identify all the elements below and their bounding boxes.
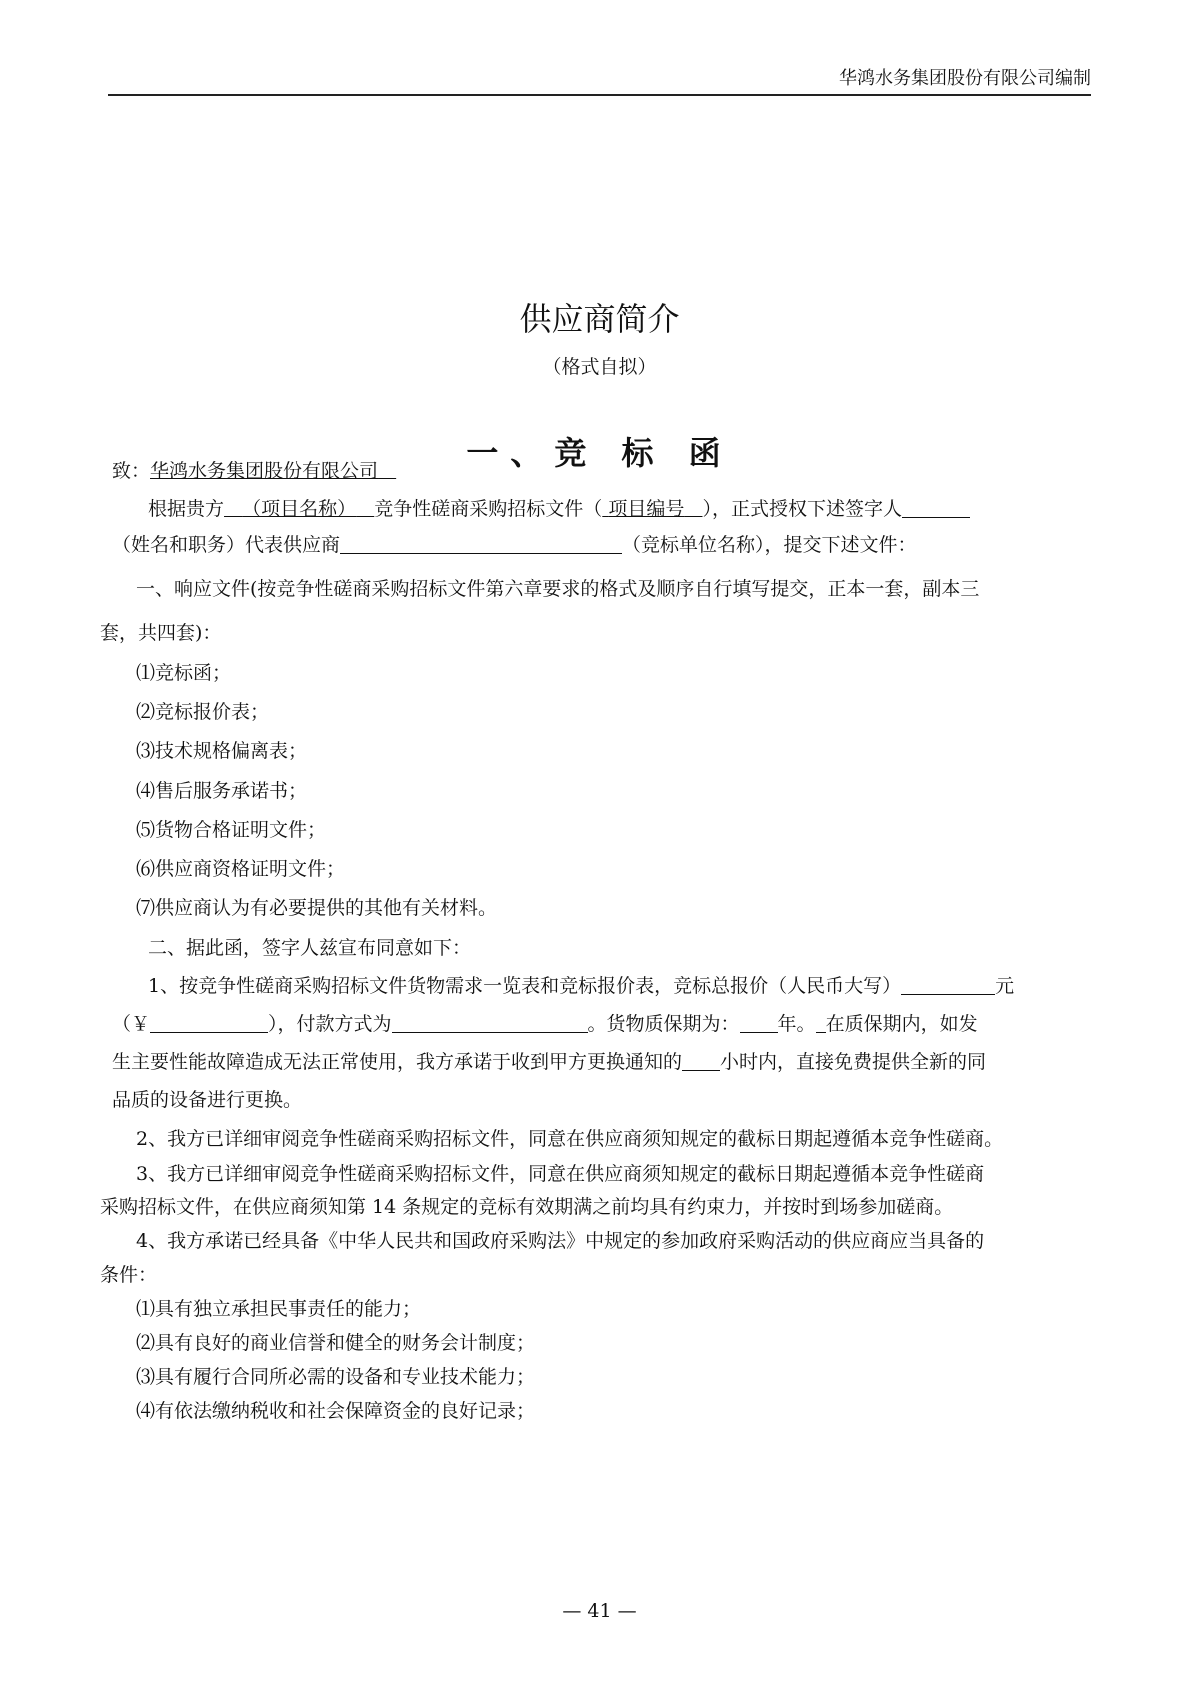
project-no-field: 项目编号: [608, 498, 685, 520]
item-2: 2、我方已详细审阅竞争性磋商采购招标文件，同意在供应商须知规定的截标日期起遵循本竞争性磋商。: [136, 1128, 1004, 1150]
item-1-text-e: 年。: [777, 1013, 816, 1035]
list-item: ⑶技术规格偏离表；: [136, 740, 308, 762]
project-name-field: （项目名称）: [242, 498, 357, 520]
item-1-text-c: ），付款方式为: [268, 1013, 392, 1035]
list-item: ⑸货物合格证明文件；: [136, 819, 327, 841]
total-price-words-blank: [901, 974, 995, 995]
item-3-line1: 3、我方已详细审阅竞争性磋商采购招标文件，同意在供应商须知规定的截标日期起遵循本竞争性磋商: [136, 1163, 985, 1185]
header-rule: [108, 94, 1091, 96]
p1-text-e: （竞标单位名称），提交下述文件：: [622, 534, 917, 556]
list-item: ⑴具有独立承担民事责任的能力；: [136, 1298, 422, 1320]
item-1-line2: [112, 1009, 978, 1036]
list-item: ⑵具有良好的商业信誉和健全的财务会计制度；: [136, 1332, 536, 1354]
warranty-underscore: [816, 1012, 826, 1033]
paragraph-1-line2: [112, 530, 917, 557]
item-1-text-h: 小时内，直接免费提供全新的同: [720, 1051, 987, 1073]
signatory-blank: [902, 497, 970, 518]
item-1-text-g: 生主要性能故障造成无法正常使用，我方承诺于收到甲方更换通知的: [112, 1051, 683, 1073]
list-item: ⑹供应商资格证明文件；: [136, 858, 346, 880]
item-1-line1: [148, 971, 1014, 998]
item-4-line1: 4、我方承诺已经具备《中华人民共和国政府采购法》中规定的参加政府采购活动的供应商应当具备的: [136, 1230, 985, 1252]
list-item: ⑴竞标函；: [136, 662, 232, 684]
list-item: ⑶具有履行合同所必需的设备和专业技术能力；: [136, 1366, 536, 1388]
total-price-figure-blank: [150, 1012, 268, 1033]
item-1-line3: [112, 1047, 986, 1074]
item-1-text-b: （￥: [112, 1013, 151, 1035]
payment-method-blank: [392, 1012, 588, 1033]
page-number: — 41 —: [562, 1600, 637, 1622]
p1-text-b: 竞争性磋商采购招标文件（: [374, 498, 603, 520]
list-item: ⑷有依法缴纳税收和社会保障资金的良好记录；: [136, 1400, 536, 1422]
supplier-name-blank: [340, 533, 622, 554]
section-1-line2: 套，共四套)：: [100, 622, 222, 644]
item-3-line2: 采购招标文件，在供应商须知第 14 条规定的竞标有效期满之前均具有约束力，并按时到场参加磋商。: [100, 1196, 954, 1218]
addressee-line: [112, 456, 396, 483]
section-1-line1: 一、响应文件(按竞争性磋商采购招标文件第六章要求的格式及顺序自行填写提交，正本一套，副本三: [136, 578, 980, 600]
subtitle-intro: （格式自拟）: [542, 356, 657, 378]
item-1-text-d: 。货物质保期为：: [587, 1013, 740, 1035]
item-4-line2: 条件：: [100, 1264, 158, 1286]
p1-text-a: 根据贵方: [148, 498, 225, 520]
list-item: ⑵竞标报价表；: [136, 701, 270, 723]
paragraph-1-line1: [148, 494, 970, 521]
p1-text-c: ），正式授权下述签字人: [702, 498, 902, 520]
list-item: ⑷售后服务承诺书；: [136, 780, 308, 802]
item-1-yuan: 元: [995, 975, 1015, 997]
section-2-heading: 二、据此函，签字人兹宣布同意如下：: [148, 937, 472, 959]
item-1-text-a: 1、按竞争性磋商采购招标文件货物需求一览表和竞标报价表，竞标总报价（人民币大写）: [148, 975, 902, 997]
response-hours-blank: [682, 1050, 720, 1071]
warranty-years-blank: [740, 1012, 778, 1033]
header-text: 华鸿水务集团股份有限公司编制: [839, 68, 1091, 89]
title-letter: 一、竞 标 函: [466, 434, 733, 472]
item-1-text-f: 在质保期内，如发: [825, 1013, 978, 1035]
list-item: ⑺供应商认为有必要提供的其他有关材料。: [136, 897, 498, 919]
title-intro: 供应商简介: [519, 300, 680, 338]
to-prefix: 致：: [112, 460, 151, 482]
p1-text-d: （姓名和职务）代表供应商: [112, 534, 341, 556]
item-1-line4: 品质的设备进行更换。: [112, 1089, 303, 1111]
to-name: 华鸿水务集团股份有限公司: [150, 460, 379, 482]
